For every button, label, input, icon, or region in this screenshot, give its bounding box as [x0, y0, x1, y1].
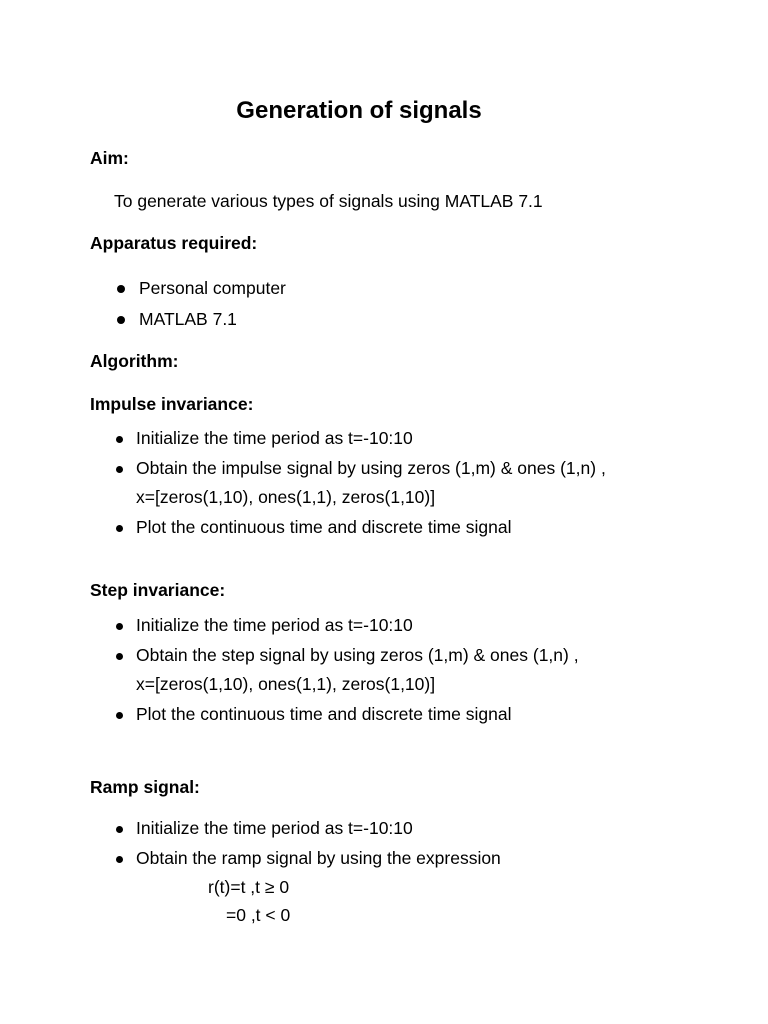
ramp-expression-line: =0 ,t < 0 [226, 905, 291, 925]
impulse-item: Plot the continuous time and discrete time signal [136, 517, 512, 537]
bullet-icon [116, 653, 123, 660]
ramp-expression-line: r(t)=t ,t ≥ 0 [208, 877, 290, 897]
algorithm-heading: Algorithm: [90, 351, 179, 371]
bullet-icon [116, 436, 123, 443]
ramp-item: Initialize the time period as t=-10:10 [136, 818, 413, 838]
impulse-item: Obtain the impulse signal by using zeros (1,m) & ones (1,n) , [136, 458, 606, 478]
impulse-item: Initialize the time period as t=-10:10 [136, 428, 413, 448]
bullet-icon [116, 623, 123, 630]
bullet-icon [116, 826, 123, 833]
ramp-item: Obtain the ramp signal by using the expression [136, 848, 501, 868]
step-item: Obtain the step signal by using zeros (1,m) & ones (1,n) , [136, 645, 579, 665]
aim-heading: Aim: [90, 148, 129, 168]
bullet-icon [116, 712, 123, 719]
aim-text: To generate various types of signals using MATLAB 7.1 [114, 191, 543, 211]
step-item: Initialize the time period as t=-10:10 [136, 615, 413, 635]
bullet-icon [117, 285, 125, 293]
bullet-icon [116, 525, 123, 532]
apparatus-heading: Apparatus required: [90, 233, 258, 253]
apparatus-item: MATLAB 7.1 [139, 309, 237, 329]
impulse-heading: Impulse invariance: [90, 394, 254, 414]
apparatus-item: Personal computer [139, 278, 286, 298]
bullet-icon [116, 466, 123, 473]
bullet-icon [116, 856, 123, 863]
ramp-heading: Ramp signal: [90, 777, 200, 797]
document-title: Generation of signals [236, 97, 482, 124]
step-item: Plot the continuous time and discrete time signal [136, 704, 512, 724]
impulse-item-continuation: x=[zeros(1,10), ones(1,1), zeros(1,10)] [136, 487, 436, 507]
bullet-icon [117, 316, 125, 324]
step-item-continuation: x=[zeros(1,10), ones(1,1), zeros(1,10)] [136, 674, 436, 694]
step-heading: Step invariance: [90, 580, 226, 600]
